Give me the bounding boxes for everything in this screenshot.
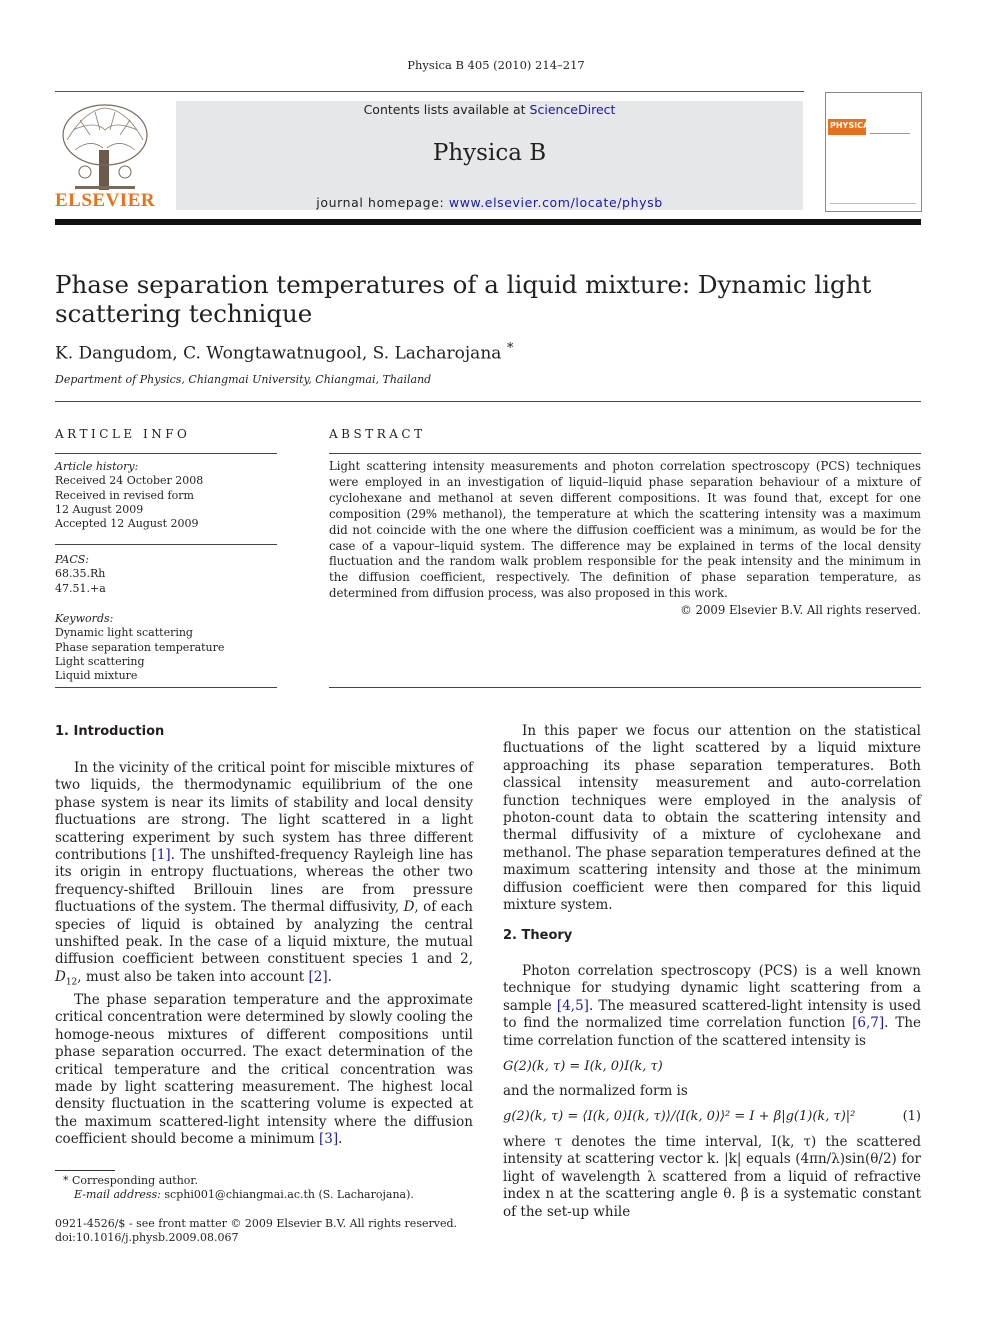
article-info-rule <box>55 453 277 454</box>
keyword: Light scattering <box>55 654 145 668</box>
homepage-link[interactable]: www.elsevier.com/locate/physb <box>448 195 663 210</box>
abstract-heading: ABSTRACT <box>329 427 426 441</box>
history-label: Article history: <box>55 460 139 473</box>
theory-paragraph-1: Photon correlation spectroscopy (PCS) is a well known technique for studying dynamic light scattering from a sample [4,5]. The measured scattered-light intensity is used to find the normalized time correlation function [6,7]. The time correlation function of the scattered intensity is <box>503 963 922 1049</box>
equation-correlation: G(2)(k, τ) = I(k, 0)I(k, τ) <box>503 1059 663 1074</box>
keywords-block <box>55 612 224 683</box>
corresponding-mark[interactable]: * <box>506 341 514 356</box>
normalized-form-text: and the normalized form is <box>503 1083 688 1099</box>
pacs-block <box>55 553 106 596</box>
intro-paragraph-1: In the vicinity of the critical point for miscible mixtures of two liquids, the thermodynamic equilibrium of the one phase system is near its limits of stability and local density fluctuations are strong. The light scattered in a light scattering experiment by such system has three different contributions [1]. The unshifted-frequency Rayleigh line has its origin in entropy fluctuations, whereas the other two frequency-shifted Brillouin lines are from pressure fluctuations of the system. The thermal diffusivity, D, of each species of liquid is obtained by analyzing the central unshifted peak. In the case of a liquid mixture, the mutual diffusion coefficient between constituent species 1 and 2, $D_{12}$, must also be taken into account [2]. <box>55 760 473 988</box>
intro-paragraph-3: In this paper we focus our attention on the statistical fluctuations of the light scattered by a liquid mixture approaching its phase separation temperatures. Both classical intensity measurement and auto-correlation function techniques were employed in the analysis of photon-count data to obtain the scattering intensity and thermal diffusivity of a mixture of cyclohexane and methanol. The phase separation temperatures defined at the maximum scattering intensity and those at the minimum diffusion coefficient were then compared for this liquid mixture system. <box>503 723 921 914</box>
sciencedirect-link[interactable]: ScienceDirect <box>529 102 616 117</box>
keyword: Dynamic light scattering <box>55 626 193 640</box>
equation-1-number: (1) <box>902 1109 921 1124</box>
affiliation: Department of Physics, Chiangmai University, Chiangmai, Thailand <box>55 373 432 386</box>
history-item: Received in revised form <box>55 488 194 502</box>
abstract-bottom-rule <box>329 687 921 688</box>
intro-paragraph-2: The phase separation temperature and the approximate critical concentration were determined by slowly cooling the homoge-neous mixtures of different compositions until phase separation occurred. The exact determination of the critical temperature and the critical concentration was made by light scattering measurement. The highest local density fluctuation in the scattering volume is expected at the maximum scattered-light intensity where the diffusion coefficient should become a minimum [3]. <box>55 991 473 1148</box>
corresponding-author-note: * Corresponding author. <box>63 1174 198 1187</box>
contents-line: Contents lists available at ScienceDirect <box>363 102 616 117</box>
history-item: 12 August 2009 <box>55 502 144 516</box>
author-list: K. Dangudom, C. Wongtawatnugool, S. Lacharojana * <box>55 341 514 364</box>
footnote-rule <box>55 1170 115 1171</box>
abstract-copyright: © 2009 Elsevier B.V. All rights reserved. <box>680 603 921 617</box>
section-heading-theory: 2. Theory <box>503 928 573 943</box>
abstract-text: Light scattering intensity measurements and photon correlation spectroscopy (PCS) techniques were employed in an investigation of liquid–liquid phase separation behaviour of a mixture of cyclohexane and methanol at seven different compositions. It was found that, except for one composition (29% methanol), the temperature at which the scattering intensity was a maximum did not coincide with the one where the diffusion coefficient was a minimum, as would be for the case of a vapour–liquid system. The difference may be explained in terms of the local density fluctuation and the random walk problem responsible for the peak intensity and the minimum in the diffusion coefficient, respectively. The definition of phase separation temperature, as determined from diffusion process, was also proposed in this work. <box>329 459 921 601</box>
theory-paragraph-2: where τ denotes the time interval, I(k, τ) the scattered intensity at scattering vector k. |k| equals (4πn/λ)sin(θ/2) for light of wavelength λ scattered from a liquid of refractive index n at the scattering angle θ. β is a systematic constant of the set-up while <box>503 1134 921 1220</box>
cover-label: PHYSICA <box>830 121 870 130</box>
theory-body <box>503 963 921 1050</box>
email-note: E-mail address: scphi001@chiangmai.ac.th (S. Lacharojana). <box>74 1188 414 1201</box>
header-thick-rule <box>55 219 921 225</box>
pacs-label: PACS: <box>55 553 89 566</box>
running-head: Physica B 405 (2010) 214–217 <box>407 58 585 72</box>
pacs-code: 47.51.+a <box>55 581 106 595</box>
article-history <box>55 460 203 531</box>
email-address[interactable]: scphi001@chiangmai.ac.th (S. Lacharojana). <box>164 1188 414 1201</box>
article-title: Phase separation temperatures of a liquid mixture: Dynamic light scattering technique <box>55 270 872 328</box>
elsevier-wordmark: ELSEVIER <box>55 190 156 211</box>
history-item: Accepted 12 August 2009 <box>55 517 199 531</box>
citation-3[interactable]: [3] <box>319 1131 339 1148</box>
citation-1[interactable]: [1] <box>151 847 171 864</box>
article-info-heading: ARTICLE INFO <box>55 427 191 441</box>
issn-line: 0921-4526/$ - see front matter © 2009 Elsevier B.V. All rights reserved. <box>55 1217 457 1230</box>
keyword: Phase separation temperature <box>55 640 225 654</box>
pacs-code: 68.35.Rh <box>55 567 106 581</box>
citation-4-5[interactable]: [4,5] <box>556 997 589 1014</box>
abstract-rule <box>329 453 921 454</box>
journal-cover-thumbnail <box>825 92 922 212</box>
right-intro-paragraph <box>503 723 921 914</box>
introduction-body <box>55 760 473 1149</box>
keyword: Liquid mixture <box>55 669 138 683</box>
citation-6-7[interactable]: [6,7] <box>852 1015 885 1032</box>
journal-name: Physica B <box>432 140 547 166</box>
citation-2[interactable]: [2] <box>308 968 328 985</box>
homepage-line: journal homepage: www.elsevier.com/locate/physb <box>316 195 663 210</box>
history-rule <box>55 544 277 545</box>
title-rule <box>55 401 921 402</box>
keywords-label: Keywords: <box>55 612 114 625</box>
doi-line[interactable]: doi:10.1016/j.physb.2009.08.067 <box>55 1231 239 1244</box>
keywords-rule <box>55 687 277 688</box>
history-item: Received 24 October 2008 <box>55 474 204 488</box>
section-heading-introduction: 1. Introduction <box>55 724 165 739</box>
header-top-rule <box>55 91 804 92</box>
equation-1: g(2)(k, τ) = ⟨I(k, 0)I(k, τ)⟩/⟨I(k, 0)⟩² = I + β|g(1)(k, τ)|² <box>503 1109 856 1124</box>
